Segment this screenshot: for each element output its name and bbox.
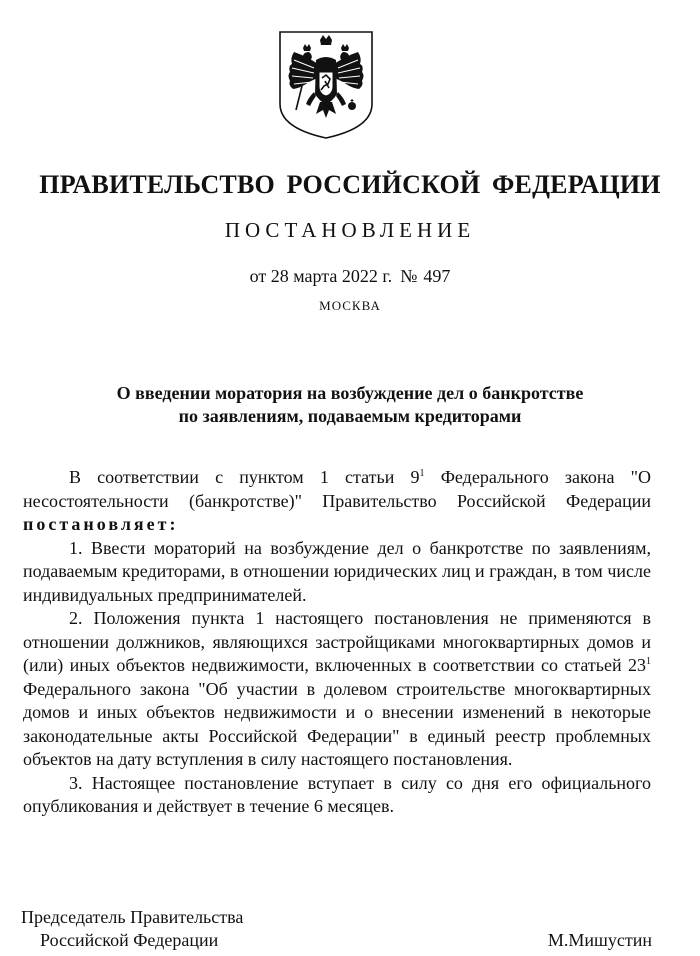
intro-text-1: В соответствии с пунктом 1 статьи 9	[69, 467, 420, 487]
document-city: МОСКВА	[319, 298, 381, 313]
number-sign: №	[400, 266, 418, 286]
decree-word: постановляет:	[23, 514, 179, 534]
document-type: ПОСТАНОВЛЕНИЕ	[224, 218, 476, 242]
document-date-line	[0, 266, 700, 287]
state-emblem	[276, 28, 376, 142]
document-date: от 28 марта 2022 г.	[249, 266, 393, 286]
item-1-paragraph: 1. Ввести мораторий на возбуждение дел о банкротстве по заявлениям, подаваемым кредиторами, в отношении юридических лиц и граждан, в том числе индивидуальных предпринимателей.	[23, 537, 651, 605]
intro-paragraph	[23, 466, 651, 537]
item-3-paragraph: 3. Настоящее постановление вступает в силу со дня его официального опубликования и действует в течение 6 месяцев.	[23, 772, 651, 816]
document-subject	[60, 382, 640, 428]
subject-line-1: О введении моратория на возбуждение дел о банкротстве	[116, 383, 584, 403]
double-headed-eagle-icon	[276, 28, 376, 142]
government-title: ПРАВИТЕЛЬСТВО РОССИЙСКОЙ ФЕДЕРАЦИИ	[39, 170, 661, 199]
item-2-paragraph	[23, 607, 651, 772]
signatory-position	[21, 906, 243, 952]
intro-text-2: Федерального закона "О несостоятельности (банкротстве)" Правительство Российской Федерации	[23, 467, 651, 511]
item-2-text-1: 2. Положения пункта 1 настоящего постановления не применяются в отношении должников, являющихся застройщиками многоквартирных домов и (или) иных объектов недвижимости, включенных в соответствии со статьей 23	[23, 608, 651, 675]
item-2-text-2: Федерального закона "Об участии в долевом строительстве многоквартирных домов и иных объектов недвижимости и о внесении изменений в некоторые законодательные акты Российской Федерации" в единый реестр проблемных объектов на дату вступления в силу настоящего постановления.	[23, 678, 651, 769]
signatory-name: М.Мишустин	[547, 930, 652, 950]
document-number: 497	[423, 266, 451, 286]
document-body	[23, 466, 651, 819]
item-2-superscript: 1	[646, 656, 651, 667]
subject-line-2: по заявлениям, подаваемым кредиторами	[178, 406, 522, 426]
position-line-2: Российской Федерации	[40, 930, 219, 950]
intro-superscript: 1	[419, 468, 425, 479]
position-line-1: Председатель Правительства	[21, 907, 244, 927]
